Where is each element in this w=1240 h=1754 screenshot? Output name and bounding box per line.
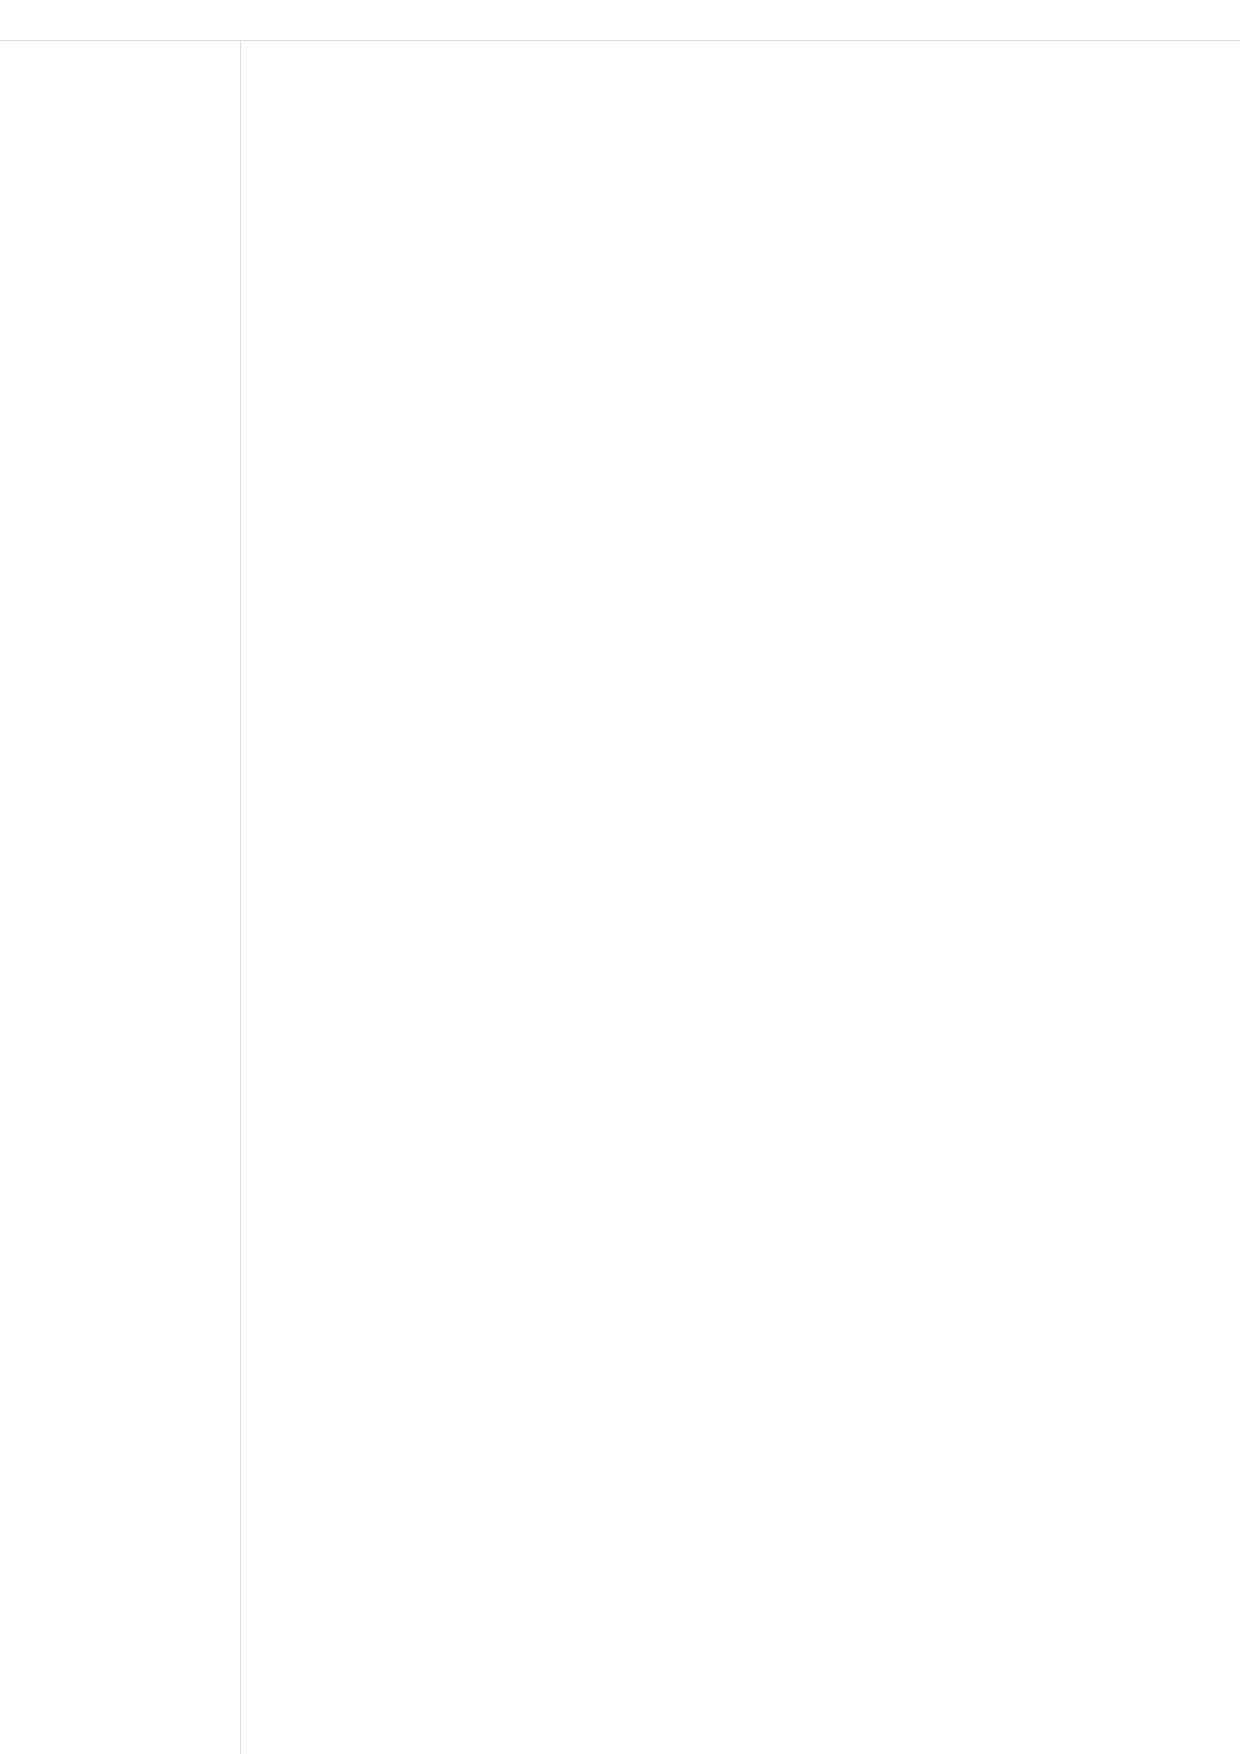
sidebar — [0, 41, 241, 1754]
main-area — [0, 41, 1240, 1754]
content-pane — [241, 41, 1240, 1754]
title-bar — [0, 0, 1240, 41]
